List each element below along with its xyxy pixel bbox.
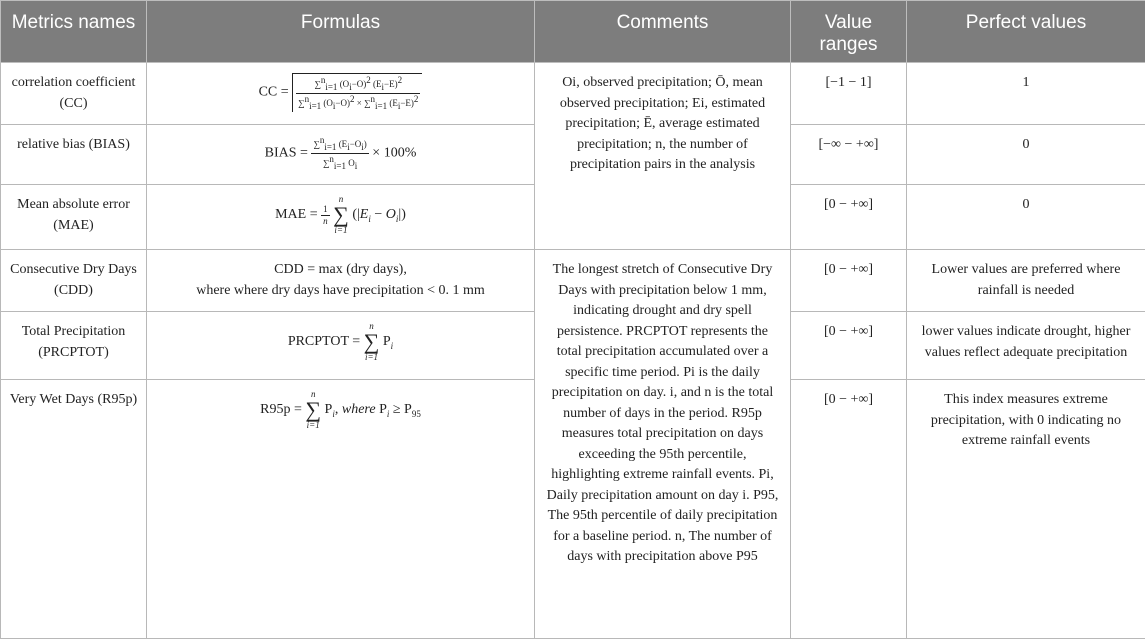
formula-r95p: R95p = n ∑ i=1 $P_i$, where $P_i \ge P_{95}$ [147,380,535,639]
value-range-cell: [0 − +∞] [791,185,907,250]
comments-cell-indices: The longest stretch of Consecutive Dry Days with precipitation below 1 mm, indicating drought and dry spell persistence. PRCPTOT represents the total precipitation accumulated over a specific time period. Pi is the daily precipitation on day. i, and n is the total number of days in the period. R95p measures total precipitation on days exceeding the 95th percentile, highlighting extreme rainfall events. Pi, Daily precipitation amount on day i. P95, The 95th percentile of daily precipitation for a baseline period. n, The number of days with precipitation above P95 [535,250,791,639]
header-value-ranges: Value ranges [791,1,907,63]
header-metrics-names: Metrics names [1,1,147,63]
perfect-value-cell: 0 [907,185,1145,250]
perfect-value-cell: 1 [907,63,1145,125]
sqrt-symbol: $\frac{\sum^n_{i=1} (O_i-O)^2 (E_i-E)^2}{\sum^n_{i=1} (O_i-O)^2 \times \sum^n_{i=1} (E_i-E)^2}$ [292,73,422,112]
header-formulas: Formulas [147,1,535,63]
header-row [1,1,1145,63]
comments-cell-accuracy: Oi, observed precipitation; Ō, mean observed precipitation; Ei, estimated precipitation; Ē, average estimated precipitation; n, the number of precipitation pairs in the analysis [535,63,791,250]
formula-cc: CC = $\frac{\sum^n_{i=1} (O_i-O)^2 (E_i-E)^2}{\sum^n_{i=1} (O_i-O)^2 \times \sum^n_{i=1} (E_i-E)^2}$ [147,63,535,125]
metric-name-cell: Total Precipitation (PRCPTOT) [1,312,147,380]
metric-name-cell: Very Wet Days (R95p) [1,380,147,639]
perfect-value-cell: 0 [907,125,1145,185]
metric-name-cell: correlation coefficient (CC) [1,63,147,125]
formula-mae: MAE = $\frac{1}{n}$ n ∑ i=1 $(|E_i - O_i|)$ [147,185,535,250]
value-range-cell: [−1 − 1] [791,63,907,125]
formula-prcptot: PRCPTOT = n ∑ i=1 $P_i$ [147,312,535,380]
header-perfect-values: Perfect values [907,1,1145,63]
perfect-value-cell: lower values indicate drought, higher values reflect adequate precipitation [907,312,1145,380]
header-comments: Comments [535,1,791,63]
table-row [1,63,1145,125]
value-range-cell: [−∞ − +∞] [791,125,907,185]
perfect-value-cell: Lower values are preferred where rainfall is needed [907,250,1145,312]
perfect-value-cell: This index measures extreme precipitation, with 0 indicating no extreme rainfall events [907,380,1145,639]
metric-name-cell: relative bias (BIAS) [1,125,147,185]
table-row [1,250,1145,312]
value-range-cell: [0 − +∞] [791,380,907,639]
metric-name-cell: Mean absolute error (MAE) [1,185,147,250]
formula-cdd: CDD = max (dry days), where where dry days have precipitation < 0. 1 mm [147,250,535,312]
value-range-cell: [0 − +∞] [791,312,907,380]
value-range-cell: [0 − +∞] [791,250,907,312]
metric-name-cell: Consecutive Dry Days (CDD) [1,250,147,312]
formula-bias: BIAS = $\frac{\sum^n_{i=1} (E_i-O_i)}{\sum^n_{i=1} O_i}$ × 100% [147,125,535,185]
